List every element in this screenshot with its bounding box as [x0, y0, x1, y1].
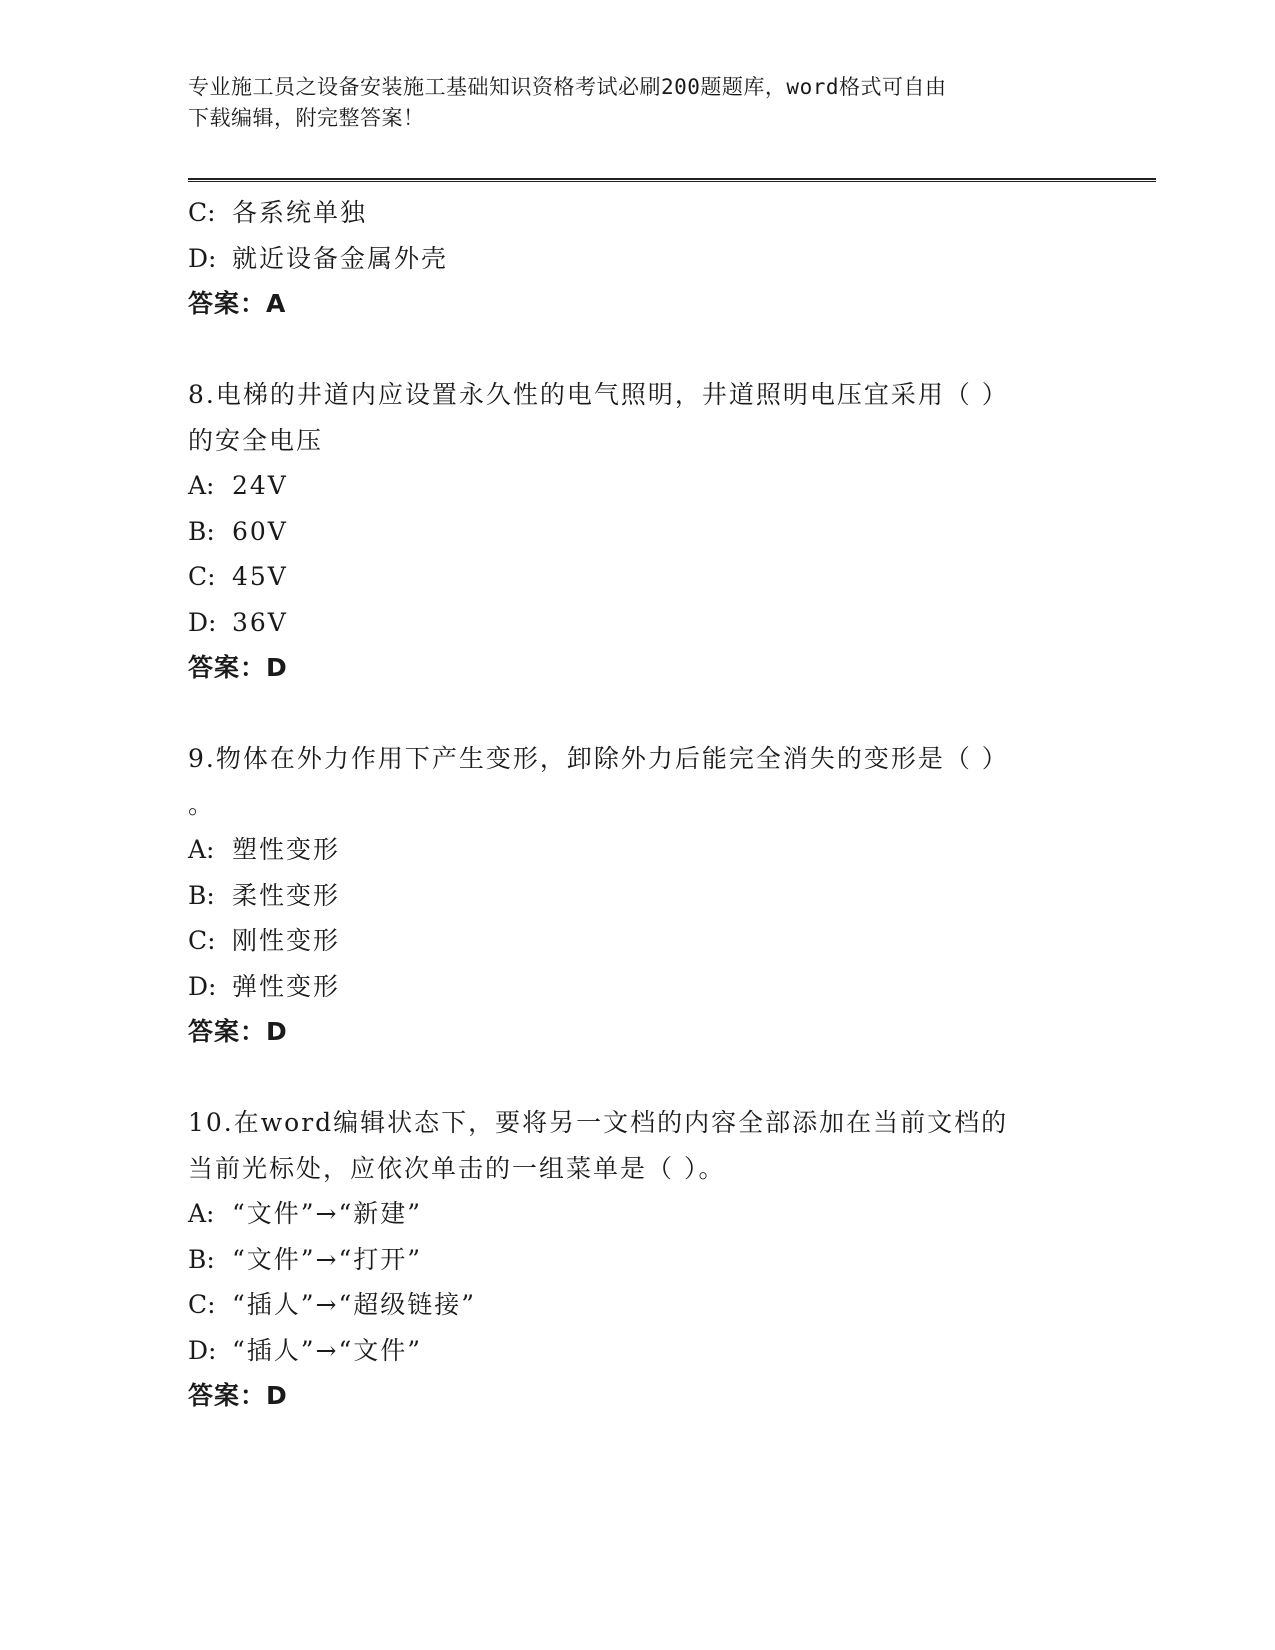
answer-line: 答案：D [188, 1381, 288, 1410]
option-text: “文件”→“打开” [232, 1244, 423, 1274]
option-text: 刚性变形 [232, 926, 341, 955]
question-10-line-1: 10.在word编辑状态下，要将另一文档的内容全部添加在当前文档的 [188, 1108, 1009, 1137]
option-d [188, 600, 1068, 646]
option-key: C: [188, 1290, 216, 1319]
option-d [188, 236, 1068, 282]
option-key: A: [188, 471, 215, 500]
option-key: D: [188, 1335, 217, 1365]
option-b [188, 873, 1068, 919]
option-text: 各系统单独 [232, 198, 368, 227]
question-8-line-1: 8.电梯的井道内应设置永久性的电气照明，井道照明电压宜采用（ ） [188, 380, 1009, 409]
page-header [188, 72, 1068, 134]
option-key: B: [188, 516, 215, 546]
header-line-1: 专业施工员之设备安装施工基础知识资格考试必刷200题题库，word格式可自由 [188, 75, 947, 99]
option-b [188, 1237, 1068, 1283]
option-key: B: [188, 880, 215, 910]
option-key: B: [188, 1244, 215, 1274]
question-10-line-2: 当前光标处，应依次单击的一组菜单是（ ）。 [188, 1153, 726, 1183]
option-text: “插人”→“超级链接” [232, 1290, 477, 1319]
option-text: “插人”→“文件” [232, 1335, 423, 1365]
option-text: 45V [232, 562, 288, 591]
option-text: 36V [232, 607, 288, 637]
option-b [188, 509, 1068, 555]
option-text: 弹性变形 [232, 971, 341, 1001]
option-key: D: [188, 243, 217, 273]
answer-line: 答案：D [188, 1017, 288, 1046]
option-c [188, 1282, 1068, 1328]
option-key: C: [188, 926, 216, 955]
question-8-line-2: 的安全电压 [188, 425, 324, 455]
option-key: A: [188, 835, 215, 864]
option-text: 就近设备金属外壳 [232, 243, 449, 273]
option-a [188, 1191, 1068, 1237]
option-c [188, 190, 1068, 236]
option-c [188, 554, 1068, 600]
option-key: C: [188, 562, 216, 591]
document-body [188, 190, 1068, 1419]
question-9-line-2: 。 [188, 789, 216, 819]
answer-line: 答案：D [188, 653, 288, 682]
option-text: “文件”→“新建” [232, 1199, 423, 1228]
option-text: 柔性变形 [232, 880, 341, 910]
spacer [188, 1055, 1068, 1101]
option-c [188, 918, 1068, 964]
spacer [188, 327, 1068, 373]
option-text: 24V [232, 471, 288, 500]
option-d [188, 964, 1068, 1010]
option-key: C: [188, 198, 216, 227]
spacer [188, 691, 1068, 737]
question-9-line-1: 9.物体在外力作用下产生变形，卸除外力后能完全消失的变形是（ ） [188, 744, 1009, 773]
option-key: A: [188, 1199, 215, 1228]
option-text: 60V [232, 516, 288, 546]
option-a [188, 463, 1068, 509]
header-line-2: 下载编辑，附完整答案！ [188, 106, 425, 130]
option-text: 塑性变形 [232, 835, 341, 864]
option-d [188, 1328, 1068, 1374]
answer-line: 答案：A [188, 289, 287, 318]
option-key: D: [188, 607, 217, 637]
option-a [188, 827, 1068, 873]
option-key: D: [188, 971, 217, 1001]
header-divider [188, 178, 1156, 182]
